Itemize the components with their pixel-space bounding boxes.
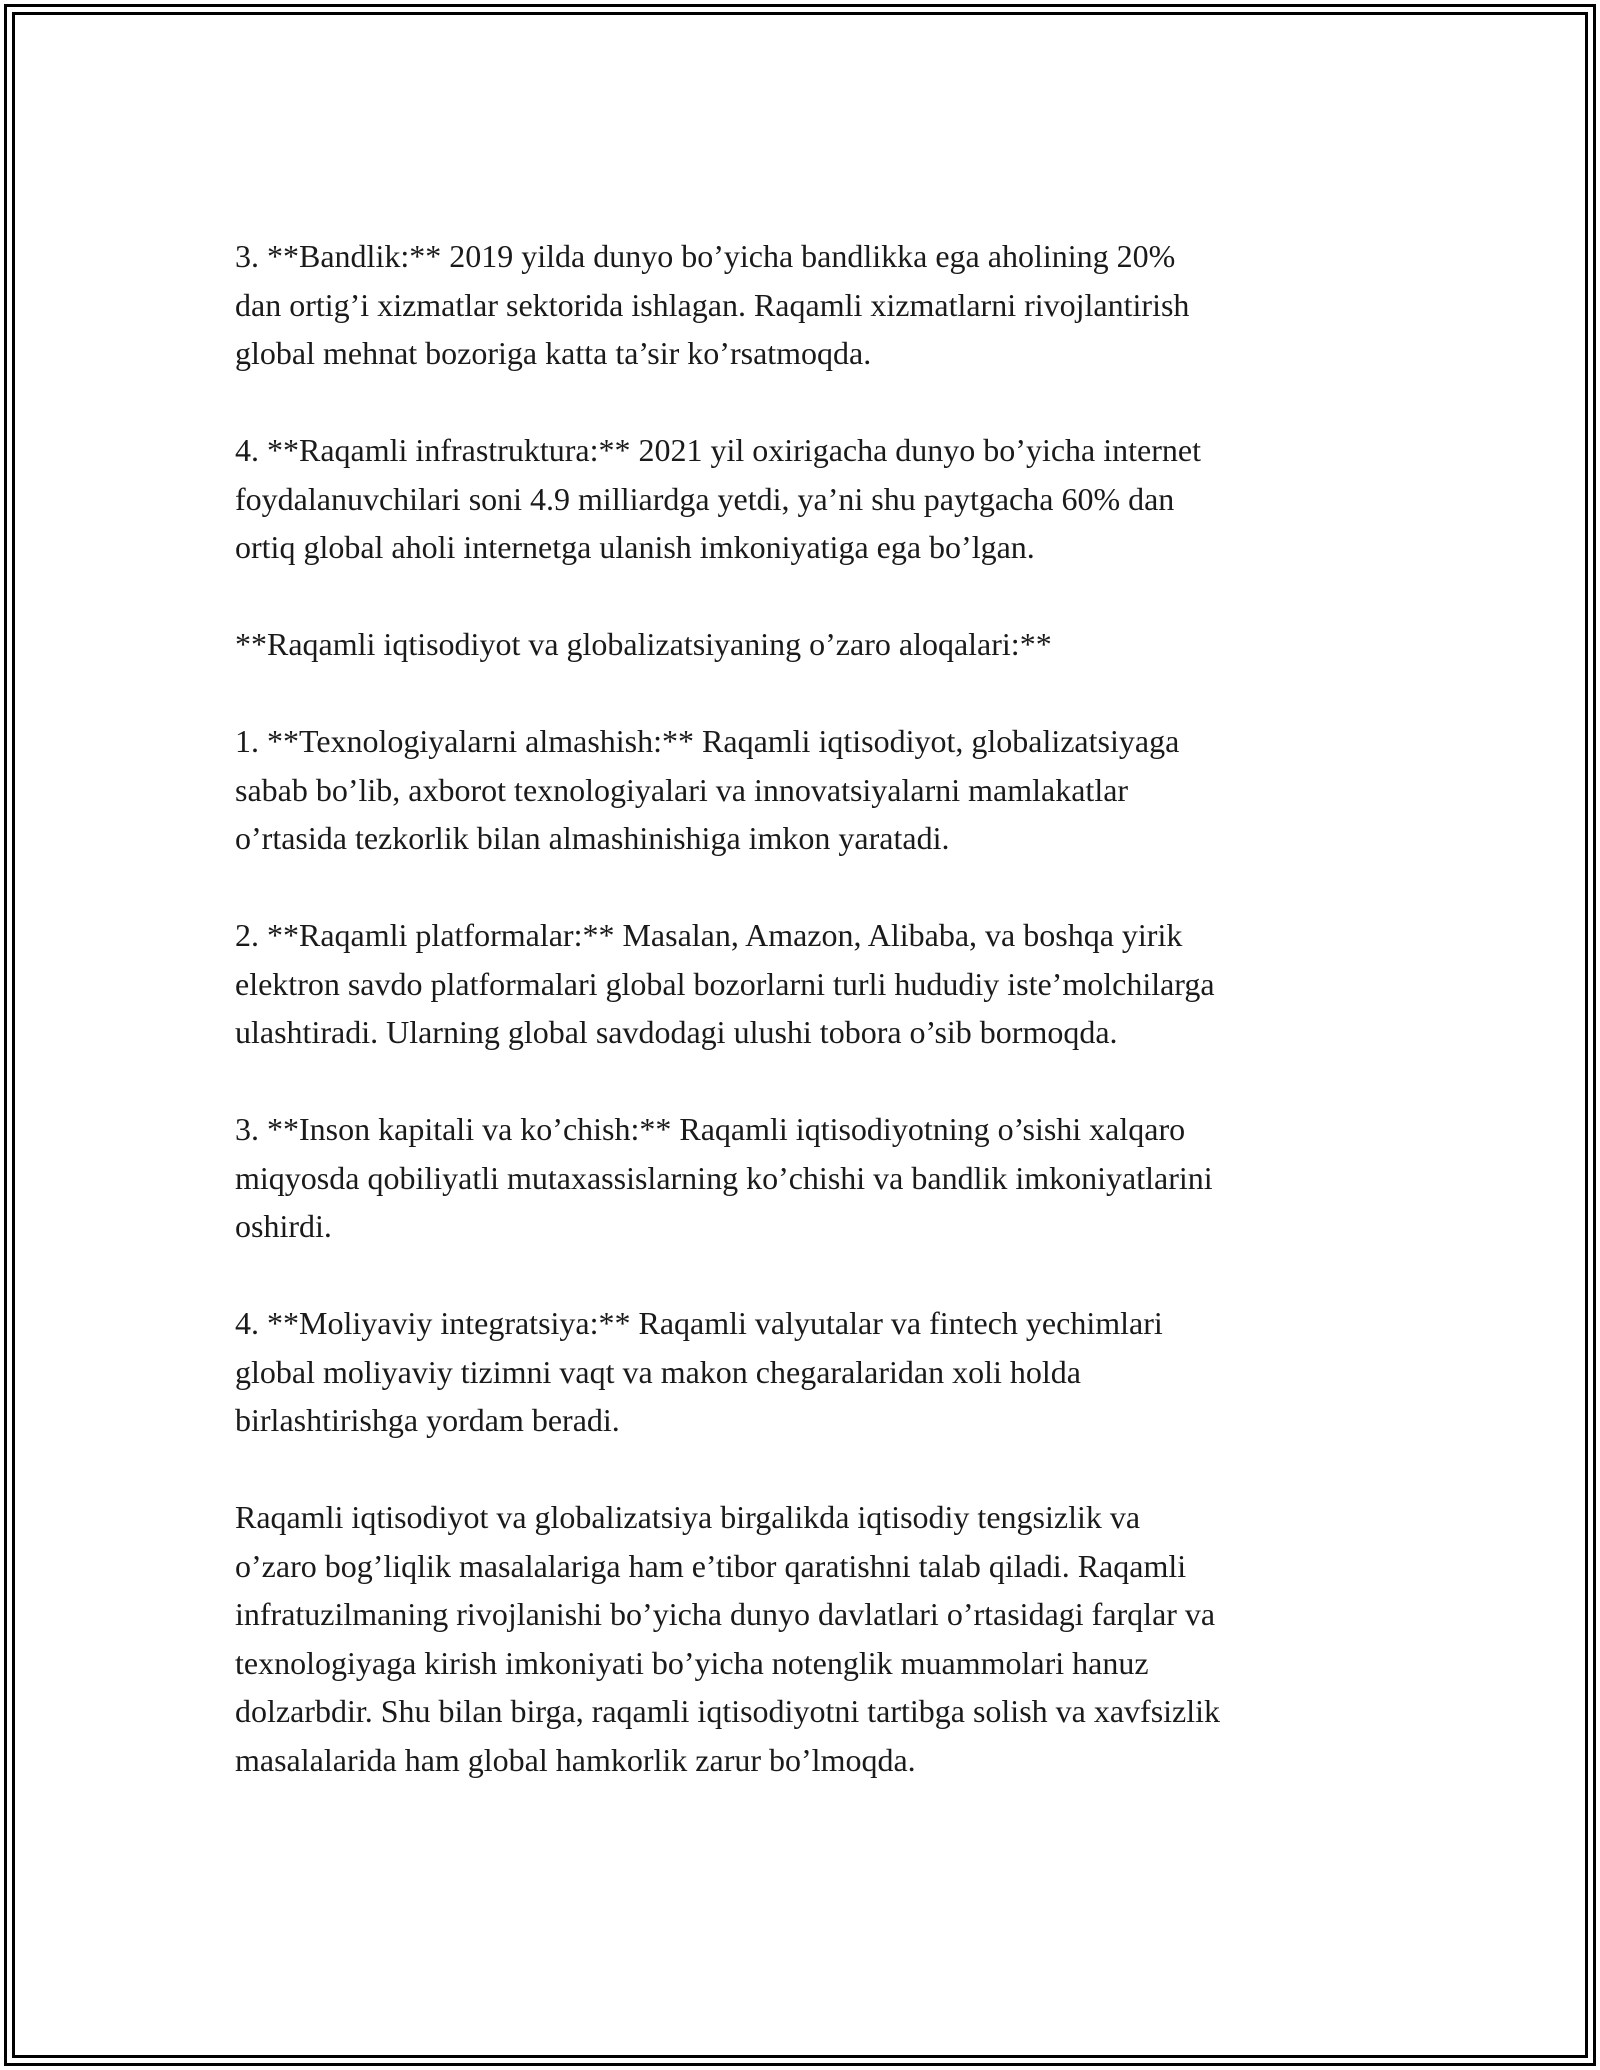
text-line: birlashtirishga yordam beradi. xyxy=(235,1402,620,1438)
text-line: o’zaro bog’liqlik masalalariga ham e’tibor qaratishni talab qiladi. Raqamli xyxy=(235,1547,1187,1584)
paragraph-human-capital xyxy=(235,1105,1405,1251)
paragraph-digital-infrastructure xyxy=(235,426,1405,572)
text-line: texnologiyaga kirish imkoniyati bo’yicha notenglik muammolari hanuz xyxy=(235,1644,1149,1681)
text-line: infratuzilmaning rivojlanishi bo’yicha dunyo davlatlari o’rtasidagi farqlar va xyxy=(235,1596,1216,1632)
paragraph-technology-exchange xyxy=(235,717,1405,863)
text-line: dolzarbdir. Shu bilan birga, raqamli iqtisodiyotni tartibga solish va xavfsizlik xyxy=(235,1693,1221,1729)
text-line: 3. **Inson kapitali va ko’chish:** Raqamli iqtisodiyotning o’sishi xalqaro xyxy=(235,1111,1186,1147)
text-line: 1. **Texnologiyalarni almashish:** Raqamli iqtisodiyot, globalizatsiyaga xyxy=(235,723,1180,759)
text-line: masalalarida ham global hamkorlik zarur bo’lmoqda. xyxy=(235,1741,916,1778)
paragraph-conclusion xyxy=(235,1493,1405,1784)
text-line: o’rtasida tezkorlik bilan almashinishiga imkon yaratadi. xyxy=(235,820,950,856)
text-line: global moliyaviy tizimni vaqt va makon chegaralaridan xoli holda xyxy=(235,1353,1081,1390)
paragraph-financial-integration xyxy=(235,1299,1405,1445)
paragraph-digital-platforms xyxy=(235,911,1405,1057)
text-line: elektron savdo platformalari global bozorlarni turli hududiy iste’molchilarga xyxy=(235,965,1215,1002)
text-line: 3. **Bandlik:** 2019 yilda dunyo bo’yicha bandlikka ega aholining 20% xyxy=(235,238,1176,274)
text-line: Raqamli iqtisodiyot va globalizatsiya birgalikda iqtisodiy tengsizlik va xyxy=(235,1499,1141,1535)
text-line: 4. **Moliyaviy integratsiya:** Raqamli valyutalar va fintech yechimlari xyxy=(235,1305,1163,1341)
text-line: global mehnat bozoriga katta ta’sir ko’rsatmoqda. xyxy=(235,335,872,371)
text-line: sabab bo’lib, axborot texnologiyalari va innovatsiyalarni mamlakatlar xyxy=(235,771,1129,808)
text-line: foydalanuvchilari soni 4.9 milliardga yetdi, ya’ni shu paytgacha 60% dan xyxy=(235,480,1175,517)
text-line: miqyosda qobiliyatli mutaxassislarning ko’chishi va bandlik imkoniyatlarini xyxy=(235,1159,1213,1196)
text-line: 4. **Raqamli infrastruktura:** 2021 yil oxirigacha dunyo bo’yicha internet xyxy=(235,432,1201,468)
text-line: dan ortig’i xizmatlar sektorida ishlagan. Raqamli xizmatlarni rivojlantirish xyxy=(235,286,1190,323)
paragraph-employment xyxy=(235,232,1405,378)
text-line: ulashtiradi. Ularning global savdodagi ulushi tobora o’sib bormoqda. xyxy=(235,1014,1118,1050)
text-line: 2. **Raqamli platformalar:** Masalan, Amazon, Alibaba, va boshqa yirik xyxy=(235,917,1183,953)
document-body xyxy=(235,232,1405,1784)
section-heading-interrelations xyxy=(235,620,1405,669)
text-line: ortiq global aholi internetga ulanish imkoniyatiga ega bo’lgan. xyxy=(235,529,1035,565)
text-line: **Raqamli iqtisodiyot va globalizatsiyaning o’zaro aloqalari:** xyxy=(235,626,1052,662)
text-line: oshirdi. xyxy=(235,1208,332,1244)
